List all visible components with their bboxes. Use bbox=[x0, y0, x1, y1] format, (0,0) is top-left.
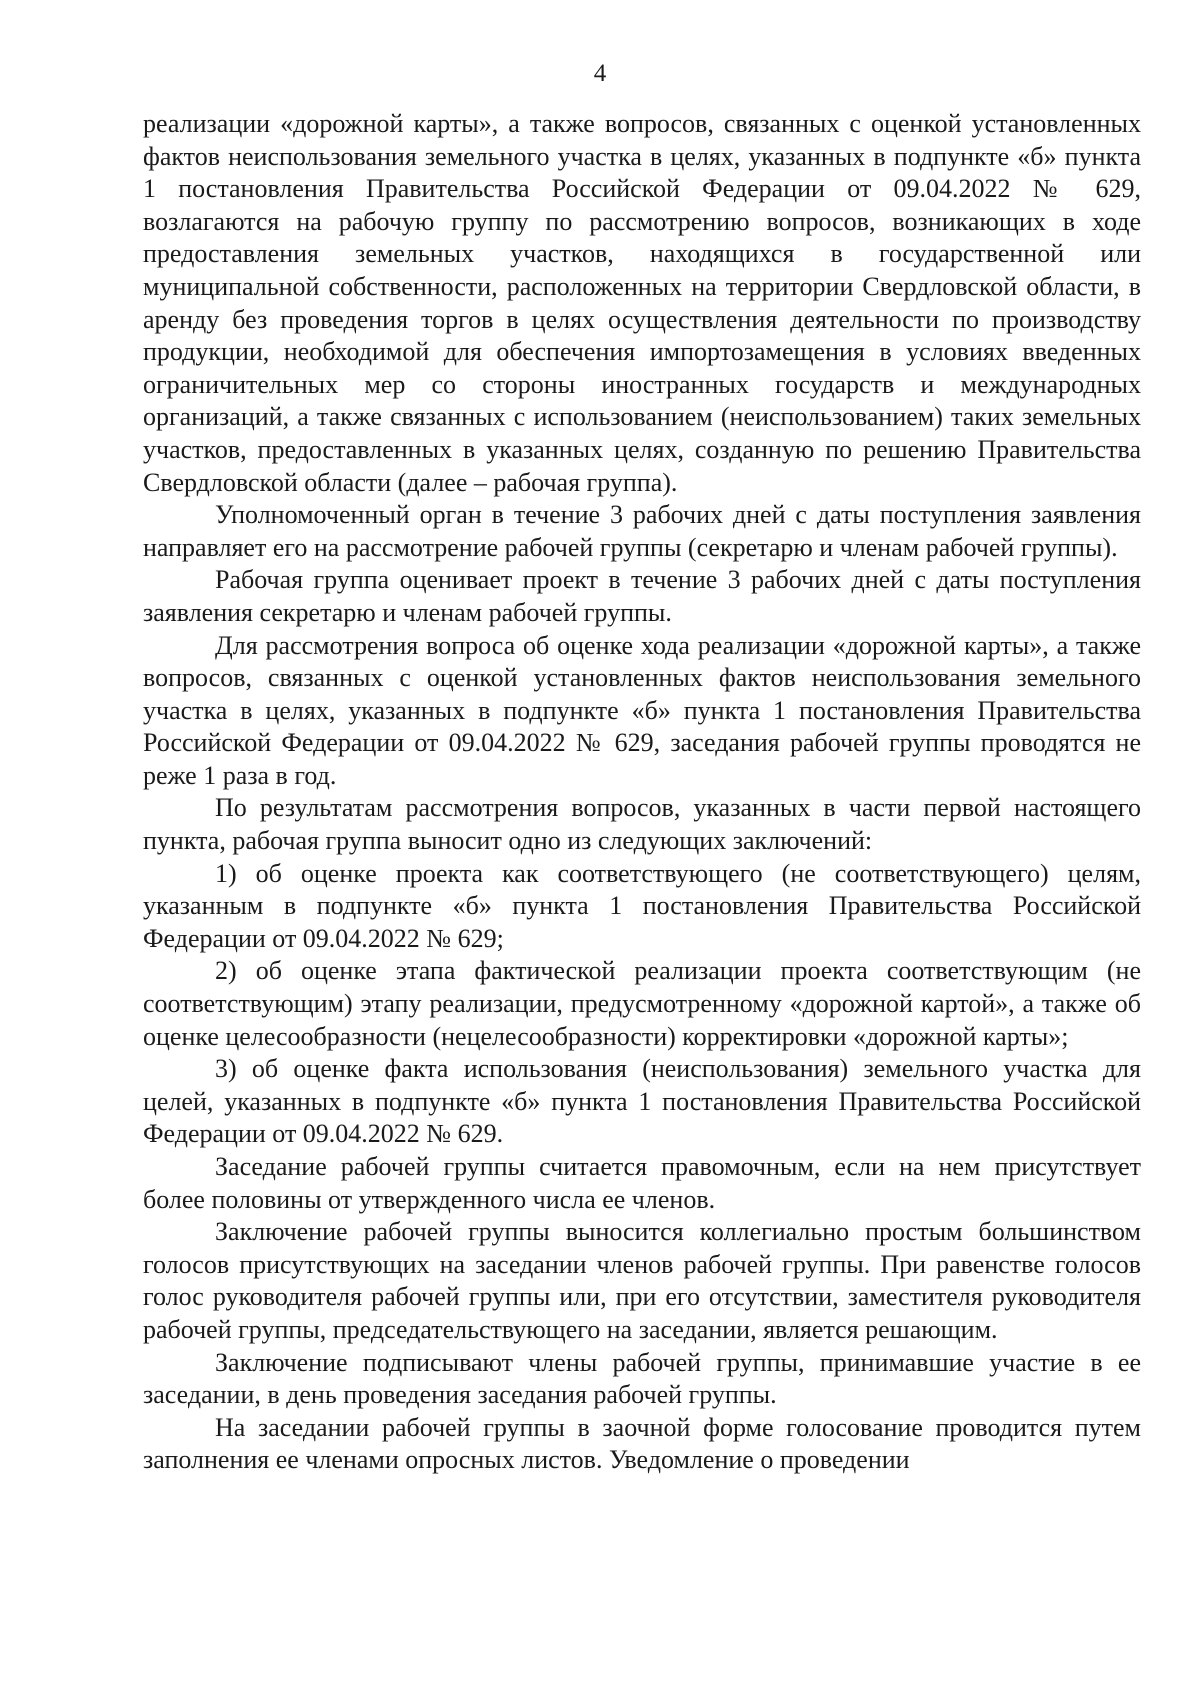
paragraph-2: Уполномоченный орган в течение 3 рабочих дней с даты поступления заявления направляет его на рассмотрение рабочей группы (секретарю и членам рабочей группы). bbox=[143, 500, 1141, 562]
paragraph-absentee-voting: На заседании рабочей группы в заочной форме голосование проводится путем заполнения ее членами опросных листов. Уведомление о проведении bbox=[143, 1412, 1141, 1475]
paragraph-voting: Заключение рабочей группы выносится коллегиально простым большинством голосов присутствующих на заседании членов рабочей группы. При равенстве голосов голос руководителя рабочей группы или, при его отсутствии, заместителя руководителя рабочей группы, председательствующего на заседании, является решающим. bbox=[143, 1217, 1141, 1344]
list-item-3: 3) об оценке факта использования (неиспользования) земельного участка для целей, указанных в подпункте «б» пункта 1 постановления Правительства Российской Федерации от 09.04.2022 № 629. bbox=[143, 1054, 1141, 1149]
paragraph-3: Рабочая группа оценивает проект в течение 3 рабочих дней с даты поступления заявления секретарю и членам рабочей группы. bbox=[143, 565, 1141, 627]
paragraph-quorum: Заседание рабочей группы считается правомочным, если на нем присутствует более половины от утвержденного числа ее членов. bbox=[143, 1152, 1141, 1214]
document-body bbox=[143, 108, 1141, 1477]
paragraph-4: Для рассмотрения вопроса об оценке хода реализации «дорожной карты», а также вопросов, связанных с оценкой установленных фактов неиспользования земельного участка в целях, указанных в подпункте «б» пункта 1 постановления Правительства Российской Федерации от 09.04.2022 № 629, заседания рабочей группы проводятся не реже 1 раза в год. bbox=[143, 630, 1141, 790]
list-item-1: 1) об оценке проекта как соответствующего (не соответствующего) целям, указанным в подпункте «б» пункта 1 постановления Правительства Российской Федерации от 09.04.2022 № 629; bbox=[143, 858, 1141, 953]
paragraph-signing: Заключение подписывают члены рабочей группы, принимавшие участие в ее заседании, в день проведения заседания рабочей группы. bbox=[143, 1347, 1141, 1410]
paragraph-1: реализации «дорожной карты», а также вопросов, связанных с оценкой установленных фактов неиспользования земельного участка в целях, указанных в подпункте «б» пункта 1 постановления Правительства Российской Федерации от 09.04.2022 № 629, возлагаются на рабочую группу по рассмотрению вопросов, возникающих в ходе предоставления земельных участков, находящихся в государственной или муниципальной собственности, расположенных на территории Свердловской области, в аренду без проведения торгов в целях осуществления деятельности по производству продукции, необходимой для обеспечения импортозамещения в условиях введенных ограничительных мер со стороны иностранных государств и международных организаций, а также связанных с использованием (неиспользованием) таких земельных участков, предоставленных в указанных целях, созданную по решению Правительства Свердловской области (далее – рабочая группа). bbox=[143, 109, 1141, 497]
page-number: 4 bbox=[593, 60, 607, 87]
paragraph-5: По результатам рассмотрения вопросов, указанных в части первой настоящего пункта, рабочая группа выносит одно из следующих заключений: bbox=[143, 793, 1141, 856]
list-item-2: 2) об оценке этапа фактической реализации проекта соответствующим (не соответствующим) этапу реализации, предусмотренному «дорожной картой», а также об оценке целесообразности (нецелесообразности) корректировки «дорожной карты»; bbox=[143, 956, 1141, 1051]
